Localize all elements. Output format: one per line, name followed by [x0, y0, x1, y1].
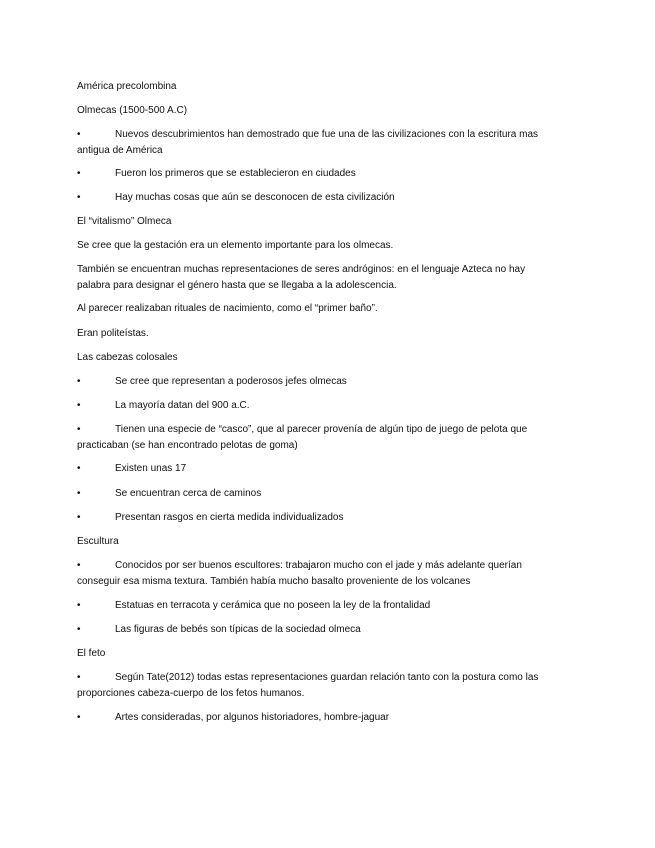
bullet-icon: •: [77, 376, 81, 387]
bullet-icon: •: [77, 192, 81, 203]
bullet-icon: •: [77, 672, 81, 683]
bullet-item: • La mayoría datan del 900 a.C.: [77, 398, 577, 414]
bullet-item: • Se cree que representan a poderosos jefes olmecas: [77, 374, 577, 390]
bullet-icon: •: [77, 463, 81, 474]
bullet-icon: •: [77, 624, 81, 635]
bullet-item: • Existen unas 17: [77, 461, 577, 477]
bullet-icon: •: [77, 600, 81, 611]
bullet-item: • Conocidos por ser buenos escultores: trabajaron mucho con el jade y más adelante querían conseguir esa misma textura. También había mucho basalto proveniente de los volcanes: [77, 560, 522, 587]
bullet-item: • Artes consideradas, por algunos historiadores, hombre-jaguar: [77, 710, 577, 726]
section-heading-feto: El feto: [77, 648, 106, 659]
bullet-icon: •: [77, 129, 81, 140]
section-heading-vitalismo: El “vitalismo” Olmeca: [77, 216, 172, 227]
section-heading-cabezas: Las cabezas colosales: [77, 352, 178, 363]
bullet-item: • Nuevos descubrimientos han demostrado que fue una de las civilizaciones con la escritura mas antigua de América: [77, 129, 539, 156]
bullet-item: • Se encuentran cerca de caminos: [77, 486, 577, 502]
bullet-icon: •: [77, 168, 81, 179]
bullet-icon: •: [77, 424, 81, 435]
bullet-item: • Según Tate(2012) todas estas representaciones guardan relación tanto con la postura como las proporciones cabeza-cuerpo de los fetos humanos.: [77, 672, 539, 699]
paragraph: Eran politeístas.: [77, 328, 149, 339]
bullet-icon: •: [77, 512, 81, 523]
section-heading-escultura: Escultura: [77, 536, 119, 547]
bullet-item: • Estatuas en terracota y cerámica que no poseen la ley de la frontalidad: [77, 598, 577, 614]
bullet-item: • Hay muchas cosas que aún se desconocen de esta civilización: [77, 190, 577, 206]
paragraph: Se cree que la gestación era un elemento importante para los olmecas.: [77, 240, 394, 251]
bullet-icon: •: [77, 712, 81, 723]
bullet-item: • Tienen una especie de “casco”, que al parecer provenía de algún tipo de juego de pelota que practicaban (se han encontrado pelotas de goma): [77, 424, 528, 451]
bullet-item: • Presentan rasgos en cierta medida individualizados: [77, 510, 577, 526]
paragraph: También se encuentran muchas representaciones de seres andróginos: en el lenguaje Azteca no hay palabra para designar el género hasta que se llegaba a la adolescencia.: [77, 264, 526, 291]
bullet-item: • Fueron los primeros que se establecieron en ciudades: [77, 166, 577, 182]
section-heading-olmecas: Olmecas (1500-500 A.C): [77, 105, 188, 116]
paragraph: Al parecer realizaban rituales de nacimiento, como el “primer baño”.: [77, 303, 378, 314]
bullet-icon: •: [77, 400, 81, 411]
doc-title: América precolombina: [77, 81, 177, 92]
bullet-icon: •: [77, 560, 81, 571]
bullet-icon: •: [77, 488, 81, 499]
bullet-item: • Las figuras de bebés son típicas de la sociedad olmeca: [77, 622, 577, 638]
